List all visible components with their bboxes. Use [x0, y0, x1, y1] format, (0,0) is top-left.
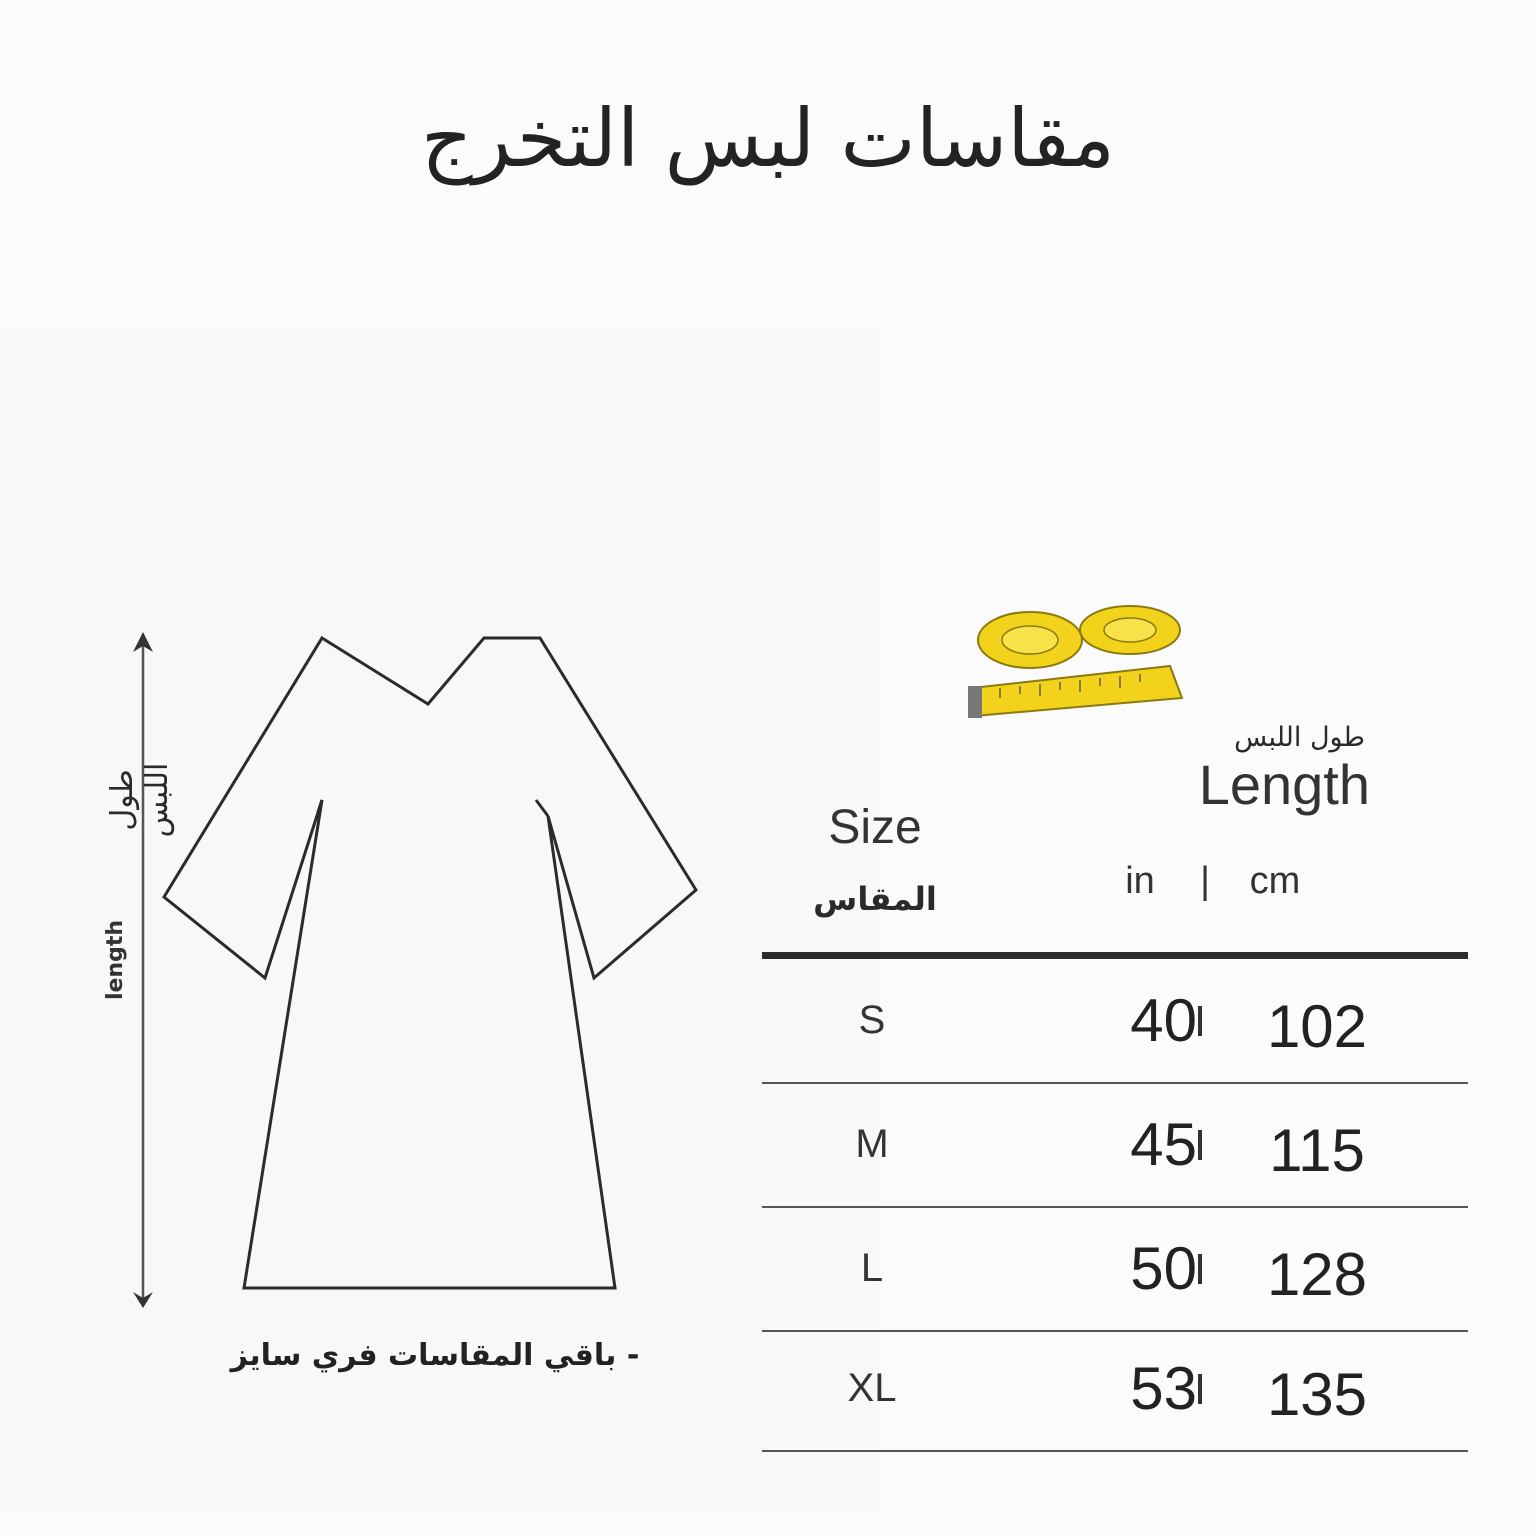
cell-separator — [1198, 1254, 1202, 1284]
page-title: مقاسات لبس التخرج — [421, 92, 1115, 185]
cell-separator — [1198, 1374, 1202, 1404]
inch-cell: 40 — [1130, 987, 1197, 1054]
size-header-en: Size — [828, 801, 922, 854]
size-cell: M — [855, 1122, 889, 1166]
vertical-length-label-en: length — [103, 919, 128, 1001]
cm-cell: 128 — [1266, 1241, 1368, 1308]
size-cell: XL — [847, 1366, 897, 1410]
cm-cell: 135 — [1266, 1361, 1368, 1428]
cell-separator — [1198, 1130, 1202, 1160]
table-row — [762, 1082, 1468, 1208]
table-row — [762, 1326, 1468, 1452]
right-sleeve-seam — [536, 800, 548, 816]
table-row — [762, 958, 1468, 1084]
size-cell: S — [858, 998, 886, 1042]
measuring-tape-icon — [960, 570, 1210, 734]
cm-cell: 102 — [1266, 993, 1368, 1060]
table-row — [762, 1206, 1468, 1332]
size-cell: L — [860, 1246, 884, 1290]
size-header-ar: المقاس — [813, 880, 937, 918]
free-size-note: - باقي المقاسات فري سايز — [230, 1338, 640, 1373]
length-header-ar: طول اللبس — [1234, 722, 1365, 753]
length-header-en: Length — [1198, 753, 1370, 816]
unit-cm-label: cm — [1249, 860, 1301, 902]
unit-separator: | — [1200, 860, 1210, 902]
inch-cell: 53 — [1130, 1355, 1197, 1422]
cell-separator — [1198, 1006, 1202, 1036]
cm-cell: 115 — [1269, 1117, 1365, 1184]
unit-in-label: in — [1125, 860, 1155, 902]
vertical-length-label-ar: طول اللبس — [105, 762, 175, 838]
gown-outline — [164, 638, 696, 1288]
inch-cell: 45 — [1130, 1111, 1197, 1178]
inch-cell: 50 — [1130, 1235, 1197, 1302]
